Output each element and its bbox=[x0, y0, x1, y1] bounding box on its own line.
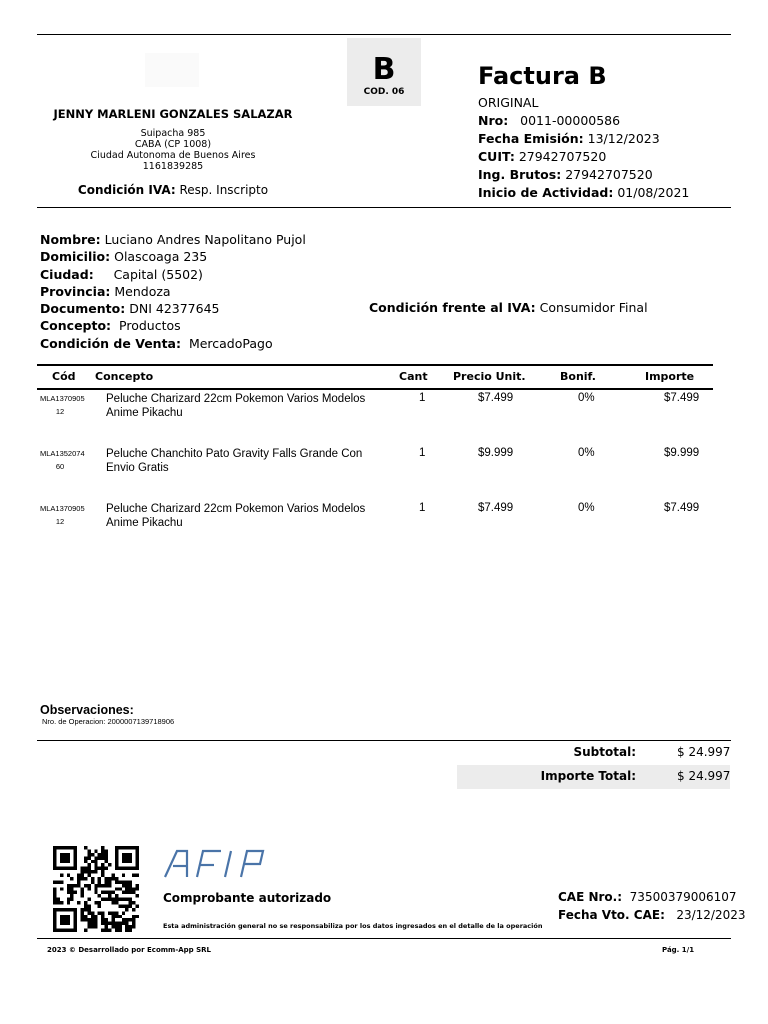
row-amount: $7.499 bbox=[664, 502, 700, 514]
invoice-gross-income-label: Ing. Brutos: bbox=[478, 167, 562, 182]
client-city bbox=[40, 266, 306, 283]
row-discount: 0% bbox=[578, 447, 595, 459]
row-discount: 0% bbox=[578, 502, 595, 514]
row-qty: 1 bbox=[419, 392, 426, 404]
row-code-line2: 12 bbox=[55, 407, 65, 416]
invoice-date-value: 13/12/2023 bbox=[587, 131, 660, 146]
issuer-city: Ciudad Autonoma de Buenos Aires bbox=[90, 150, 256, 161]
invoice-cuit-label: CUIT: bbox=[478, 149, 515, 164]
observations-label: Observaciones: bbox=[40, 703, 134, 717]
row-amount: $9.999 bbox=[664, 447, 700, 459]
invoice-activity-start-value: 01/08/2021 bbox=[617, 185, 690, 200]
issuer-postal: CABA (CP 1008) bbox=[134, 139, 212, 150]
header-rule bbox=[37, 207, 731, 208]
issuer-address bbox=[40, 128, 306, 172]
cae-number-label: CAE Nro.: bbox=[558, 890, 623, 904]
col-header-concept: Concepto bbox=[95, 370, 154, 383]
invoice-number-value: 0011-00000586 bbox=[520, 113, 621, 128]
client-city-value: Capital (5502) bbox=[113, 266, 203, 282]
cae-number-value: 73500379006107 bbox=[629, 890, 737, 904]
page-number: Pág. 1/1 bbox=[662, 946, 695, 954]
client-address-label: Domicilio: bbox=[40, 249, 111, 265]
client-province-value: Mendoza bbox=[114, 283, 171, 299]
cae-expiry bbox=[558, 906, 746, 924]
row-code-line1: MLA1370905 bbox=[40, 504, 85, 513]
footer-rule bbox=[37, 938, 731, 939]
client-iva-label: Condición frente al IVA: bbox=[369, 300, 536, 315]
invoice-cuit-value: 27942707520 bbox=[518, 149, 607, 164]
invoice-details bbox=[478, 94, 689, 202]
row-price: $9.999 bbox=[478, 447, 514, 459]
subtotal-value: $ 24.997 bbox=[677, 745, 731, 759]
row-qty: 1 bbox=[419, 502, 426, 514]
invoice-title: Factura B bbox=[478, 62, 607, 90]
row-description: Peluche Charizard 22cm Pokemon Varios Modelos Anime Pikachu bbox=[106, 503, 366, 529]
client-name bbox=[40, 231, 306, 248]
invoice-activity-start bbox=[478, 184, 689, 202]
row-code-line2: 60 bbox=[55, 462, 65, 471]
cae-expiry-value: 23/12/2023 bbox=[676, 908, 746, 922]
issuer-phone: 1161839285 bbox=[142, 161, 204, 172]
row-code-line1: MLA1352074 bbox=[40, 449, 85, 458]
observations-text: Nro. de Operacion: 2000007139718906 bbox=[42, 717, 175, 726]
client-sale-condition-value: MercadoPago bbox=[188, 335, 273, 351]
row-qty: 1 bbox=[419, 447, 426, 459]
invoice-date-label: Fecha Emisión: bbox=[478, 131, 584, 146]
row-description: Peluche Charizard 22cm Pokemon Varios Modelos Anime Pikachu bbox=[106, 393, 366, 419]
issuer-iva-condition bbox=[40, 183, 306, 197]
client-name-value: Luciano Andres Napolitano Pujol bbox=[104, 232, 306, 247]
client-sale-condition-label: Condición de Venta: bbox=[40, 335, 181, 351]
disclaimer-text: Esta administración general no se responsabiliza por los datos ingresados en el detalle de la operación bbox=[163, 922, 543, 930]
client-address-value: Olascoaga 235 bbox=[114, 249, 208, 265]
total-value: $ 24.997 bbox=[677, 769, 731, 783]
client-name-label: Nombre: bbox=[40, 232, 101, 247]
client-iva-condition bbox=[369, 300, 648, 315]
qr-modules bbox=[53, 846, 139, 932]
invoice-code: COD. 06 bbox=[363, 87, 405, 97]
issuer-name: JENNY MARLENI GONZALES SALAZAR bbox=[53, 107, 293, 121]
client-iva-value: Consumidor Final bbox=[539, 300, 648, 315]
row-price: $7.499 bbox=[478, 392, 514, 404]
col-header-price: Precio Unit. bbox=[453, 370, 526, 383]
row-code bbox=[40, 392, 85, 418]
issuer-iva-label: Condición IVA: bbox=[77, 183, 176, 197]
row-price: $7.499 bbox=[478, 502, 514, 514]
client-address bbox=[40, 248, 306, 265]
cae-info bbox=[558, 888, 746, 924]
client-document bbox=[40, 300, 306, 317]
client-city-label: Ciudad: bbox=[40, 266, 94, 282]
cae-number bbox=[558, 888, 746, 906]
row-code bbox=[40, 502, 85, 528]
row-discount: 0% bbox=[578, 392, 595, 404]
row-description: Peluche Chanchito Pato Gravity Falls Grande Con Envio Gratis bbox=[106, 448, 363, 474]
col-header-qty: Cant bbox=[399, 370, 428, 383]
invoice-letter: B bbox=[372, 52, 396, 87]
issuer-iva-value: Resp. Inscripto bbox=[179, 183, 269, 197]
invoice-copy: ORIGINAL bbox=[478, 95, 539, 110]
client-document-value: DNI 42377645 bbox=[129, 301, 220, 317]
client-province bbox=[40, 283, 306, 300]
invoice-cuit bbox=[478, 148, 689, 166]
client-sale-condition bbox=[40, 335, 306, 352]
invoice-activity-start-label: Inicio de Actividad: bbox=[478, 185, 614, 200]
col-header-discount: Bonif. bbox=[560, 370, 596, 383]
total-label: Importe Total: bbox=[540, 769, 636, 783]
afip-logo bbox=[163, 849, 269, 879]
authorized-voucher-text: Comprobante autorizado bbox=[163, 891, 332, 905]
copyright-text: 2023 © Desarrollado por Ecomm-App SRL bbox=[47, 946, 212, 954]
row-code-line1: MLA1370905 bbox=[40, 394, 85, 403]
invoice-gross-income-value: 27942707520 bbox=[565, 167, 653, 182]
qr-code-icon bbox=[51, 846, 141, 932]
row-code bbox=[40, 447, 85, 473]
table-header-rule bbox=[37, 388, 713, 390]
table-top-rule bbox=[37, 364, 713, 366]
row-amount: $7.499 bbox=[664, 392, 700, 404]
client-concept bbox=[40, 317, 306, 334]
col-header-amount: Importe bbox=[645, 370, 695, 383]
issuer-street: Suipacha 985 bbox=[140, 128, 206, 139]
col-header-code: Cód bbox=[52, 370, 76, 383]
invoice-letter-box bbox=[347, 38, 421, 106]
totals-rule bbox=[37, 740, 731, 741]
invoice-number-label: Nro: bbox=[478, 113, 509, 128]
invoice-number bbox=[478, 112, 689, 130]
client-province-label: Provincia: bbox=[40, 283, 111, 299]
client-document-label: Documento: bbox=[40, 301, 126, 317]
cae-expiry-label: Fecha Vto. CAE: bbox=[558, 908, 665, 922]
client-concept-label: Concepto: bbox=[40, 318, 112, 334]
subtotal-label: Subtotal: bbox=[573, 745, 636, 759]
top-rule bbox=[37, 34, 731, 35]
invoice-date bbox=[478, 130, 689, 148]
row-code-line2: 12 bbox=[55, 517, 65, 526]
invoice-gross-income bbox=[478, 166, 689, 184]
issuer-logo-placeholder bbox=[145, 53, 199, 87]
client-concept-value: Productos bbox=[119, 318, 181, 334]
client-info bbox=[40, 231, 306, 352]
